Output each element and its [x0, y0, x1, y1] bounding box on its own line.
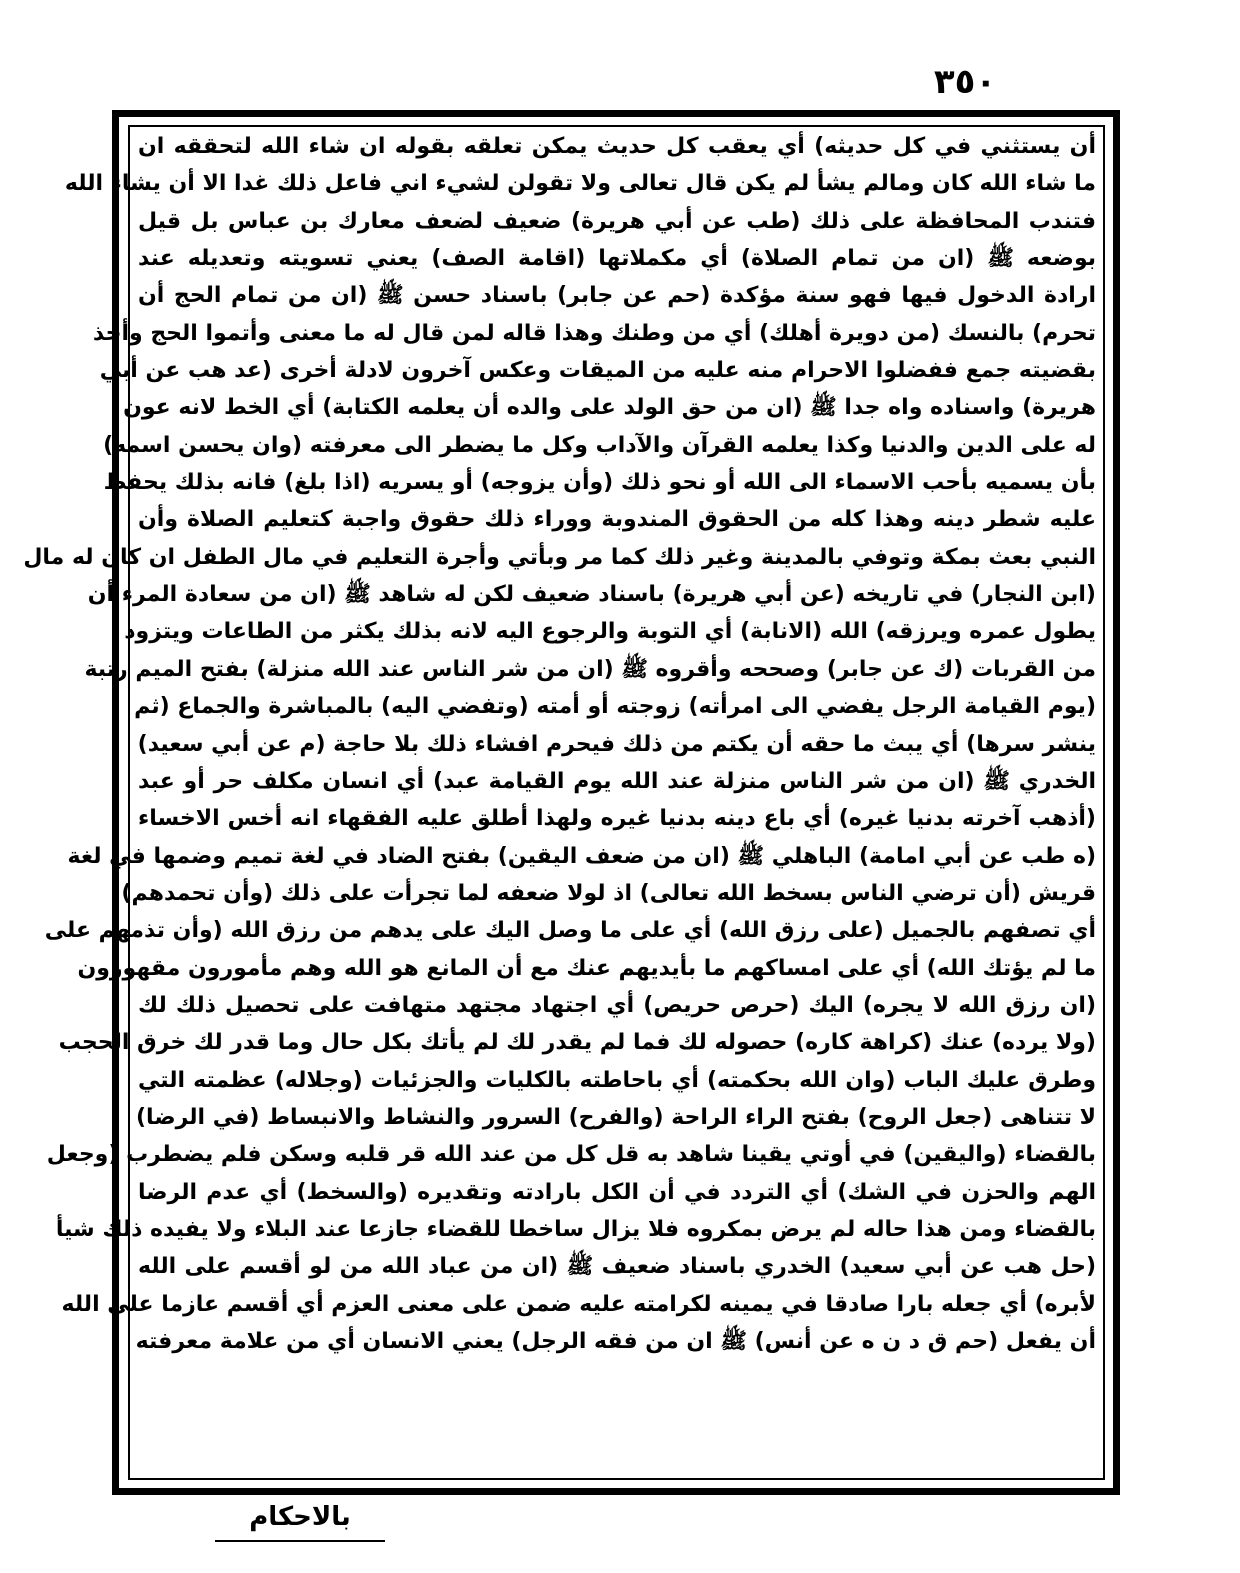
text-line: بقضيته جمع ففضلوا الاحرام منه عليه من الميقات وعكس آخرون لادلة أخرى (عد هب عن أبي: [99, 358, 1096, 384]
text-line: النبي بعث بمكة وتوفي بالمدينة وغير ذلك كما مر وبأتي وأجرة التعليم في مال الطفل ان كان له مال: [23, 544, 1096, 570]
text-line: قريش (أن ترضي الناس بسخط الله تعالى) اذ لولا ضعفه لما تجرأت على ذلك (وأن تحمدهم): [121, 880, 1096, 906]
text-line: بالقضاء (واليقين) في أوتي يقينا شاهد به قل كل من عند الله قر قلبه وسكن فلم يضطرب (وجعل: [46, 1142, 1096, 1168]
catchword: بالاحكام: [249, 1502, 351, 1532]
text-line: تحرم) بالنسك (من دويرة أهلك) أي من وطنك وهذا قاله لمن قال له ما معنى وأتموا الحج وأخذ: [92, 320, 1096, 346]
catchword-underline: [215, 1540, 385, 1542]
text-line: ما شاء الله كان ومالم يشأ لم يكن قال تعالى ولا تقولن لشيء اني فاعل ذلك غدا الا أن يشاء الله: [64, 171, 1096, 197]
text-line: من القربات (ك عن جابر) وصححه وأقروه ﷺ (ان من شر الناس عند الله منزلة) بفتح الميم رتبة: [84, 656, 1096, 682]
text-line: أن يستثني في كل حديثه) أي يعقب كل حديث يمكن تعلقه بقوله ان شاء الله لتحققه ان: [138, 134, 1096, 159]
main-text: [23, 128, 1096, 1473]
text-line: لا تتناهى (جعل الروح) بفتح الراء الراحة (والفرح) السرور والنشاط والانبساط (في الرضا): [136, 1104, 1096, 1130]
text-line: فتندب المحافظة على ذلك (طب عن أبي هريرة) ضعيف لضعف معارك بن عباس بل قيل: [138, 208, 1096, 234]
text-line: بوضعه ﷺ (ان من تمام الصلاة) أي مكملاتها (اقامة الصف) يعني تسويته وتعديله عند: [138, 246, 1096, 272]
text-line: (ولا يرده) عنك (كراهة كاره) حصوله لك فما لم يقدر لك لم يأتك بكل حال وما قدر لك خرق الحجب: [58, 1030, 1096, 1056]
text-line: لأبره) أي جعله بارا صادقا في يمينه لكرامته عليه ضمن على معنى العزم أي أقسم عازما على الله: [61, 1291, 1096, 1317]
text-line: هريرة) واسناده واه جدا ﷺ (ان من حق الولد على والده أن يعلمه الكتابة) أي الخط لانه عون: [123, 395, 1096, 421]
page-number: ٣٥٠: [933, 62, 997, 102]
text-line: (يوم القيامة الرجل يفضي الى امرأته) زوجته أو أمته (وتفضي اليه) بالمباشرة والجماع (ثم: [134, 694, 1096, 720]
text-line: (ه طب عن أبي امامة) الباهلي ﷺ (ان من ضعف اليقين) بفتح الضاد في لغة تميم وضمها في لغة: [67, 843, 1096, 869]
text-line: (ان رزق الله لا يجره) اليك (حرص حريص) أي اجتهاد مجتهد متهافت على تحصيل ذلك لك: [138, 992, 1096, 1018]
text-line: (أذهب آخرته بدنيا غيره) أي باع دينه بدنيا غيره ولهذا أطلق عليه الفقهاء انه أخس الاخساء: [138, 806, 1096, 832]
text-line: ما لم يؤتك الله) أي على امساكهم ما بأيديهم عنك مع أن المانع هو الله وهم مأمورون مقهورون: [77, 955, 1096, 981]
text-line: أن يفعل (حم ق د ن ه عن أنس) ﷺ ان من فقه الرجل) يعني الانسان أي من علامة معرفته: [135, 1329, 1096, 1354]
text-line: (حل هب عن أبي سعيد) الخدري باسناد ضعيف ﷺ (ان من عباد الله من لو أقسم على الله: [138, 1254, 1096, 1280]
text-line: أي تصفهم بالجميل (على رزق الله) أي على ما وصل اليك على يدهم من رزق الله (وأن تذمهم على: [44, 918, 1096, 944]
text-line: يطول عمره ويرزقه) الله (الانابة) أي التوبة والرجوع اليه لانه بذلك يكثر من الطاعات ويتزود: [124, 619, 1096, 645]
text-line: عليه شطر دينه وهذا كله من الحقوق المندوبة ووراء ذلك حقوق واجبة كتعليم الصلاة وأن: [138, 507, 1096, 533]
text-line: بأن يسميه بأحب الاسماء الى الله أو نحو ذلك (وأن يزوجه) أو يسريه (اذا بلغ) فانه بذلك يحفظ: [103, 470, 1096, 496]
text-line: ارادة الدخول فيها فهو سنة مؤكدة (حم عن جابر) باسناد حسن ﷺ (ان من تمام الحج أن: [138, 283, 1096, 309]
text-line: الخدري ﷺ (ان من شر الناس منزلة عند الله يوم القيامة عبد) أي انسان مكلف حر أو عبد: [138, 768, 1096, 794]
text-line: وطرق عليك الباب (وان الله بحكمته) أي باحاطته بالكليات والجزئيات (وجلاله) عظمته التي: [138, 1067, 1096, 1093]
text-line: بالقضاء ومن هذا حاله لم يرض بمكروه فلا يزال ساخطا للقضاء جازعا عند البلاء ولا يفيده ذلك شيأ: [55, 1216, 1096, 1242]
text-line: ينشر سرها) أي يبث ما حقه أن يكتم من ذلك فيحرم افشاء ذلك بلا حاجة (م عن أبي سعيد): [137, 731, 1096, 757]
text-line: له على الدين والدنيا وكذا يعلمه القرآن والآداب وكل ما يضطر الى معرفته (وان يحسن اسمه): [103, 432, 1096, 458]
text-line: (ابن النجار) في تاريخه (عن أبي هريرة) باسناد ضعيف لكن له شاهد ﷺ (ان من سعادة المرء أن: [87, 582, 1096, 608]
text-line: الهم والحزن في الشك) أي التردد في أن الكل بارادته وتقديره (والسخط) أي عدم الرضا: [138, 1179, 1096, 1205]
